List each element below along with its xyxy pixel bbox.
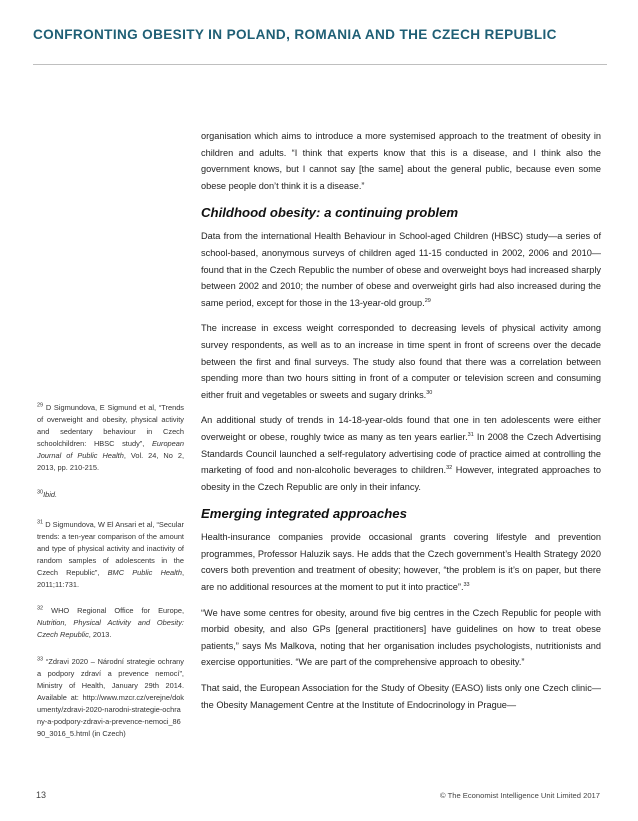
- paragraph-obesity-centres: “We have some centres for obesity, around five big centres in the Czech Republic for people with morbid obesity, and also GPs [general practitioners] have guidelines on how to treat obese patients,” says Ms Malkova, noting that her organisation includes psychologists, nutritionists and exercise opportunities. “We are part of the comprehensive approach to obesity.”: [201, 607, 601, 668]
- paragraph-hbsc-study: Data from the international Health Behaviour in School-aged Children (HBSC) study—a series of school-based, anonymous surveys of children aged 11-15 conducted in 2002, 2006 and 2010—found that in the Czech Republic the number of obese and overweight boys had increased sharply between 2002 and 2010; the number of obese and overweight girls had also increased during the same period, except for those in the 13-year-old group.$^{29}$: [201, 231, 601, 308]
- footnote-30: $^{30}$Ibid.: [37, 489, 58, 499]
- paragraph-easo: That said, the European Association for the Study of Obesity (EASO) lists only one Czech clinic—the Obesity Management Centre at the Institute of Endocrinology in Prague—: [201, 683, 601, 710]
- page-number: 13: [36, 790, 47, 800]
- footnote-32: $^{32}$ WHO Regional Office for Europe, Nutrition, Physical Activity and Obesity: Czech Republic, 2013.: [37, 605, 184, 640]
- footnote-29: $^{29}$ D Sigmundova, E Sigmund et al, “Trends of overweight and obesity, physical activity and sedentary behaviour in Czech schoolchildren: HBSC study”, European Journal of Public Health, Vol. 24, No 2, 2013, pp. 210-215.: [37, 402, 184, 473]
- section-heading-childhood-obesity: Childhood obesity: a continuing problem: [201, 205, 459, 221]
- footnote-31: $^{31}$ D Sigmundova, W El Ansari et al, “Secular trends: a ten-year comparison of the amount and type of physical activity and inactivity of random samples of adolescents in the Czech Republic”, BMC Public Health, 2011;11:731.: [37, 519, 184, 590]
- footnote-33: $^{33}$ “Zdravi 2020 – Národní strategie ochrany a podpory zdraví a prevence nemocí”, Ministry of Health, January 29th 2014. Available at: http://www.mzcr.cz/verejne/dokumenty/zdravi-2020-narodni-strategie-ochrany-a-podpory-zdravi-a-prevence-nemoci_8690_3016_5.html (in Czech): [37, 656, 184, 739]
- footnote-ref-33[interactable]: 33: [463, 582, 470, 588]
- paragraph-health-insurance: Health-insurance companies provide occasional grants covering lifestyle and prevention programmes, Professor Haluzik says. He adds that the Czech government’s Health Strategy 2020 covers both prevention and treatment of obesity; however, “the problem is it’s on paper, but there are no additional resources at the moment to put it into practice”.$^{33}$: [201, 532, 601, 593]
- paragraph-adolescent-trends: An additional study of trends in 14-18-year-olds found that one in ten adolescents were either overweight or obese, roughly twice as many as ten years earlier.$^{31}$ In 2008 the Czech Advertising Standards Council launched a self-regulatory advertising code of practice aimed at controlling the marketing of food and non-alcoholic beverages to children.$^{32}$ However, integrated approaches to obesity in the Czech Republic are only in their infancy.: [201, 415, 601, 492]
- footnote-ref-29[interactable]: 29: [424, 297, 431, 304]
- footnote-ref-32[interactable]: 32: [446, 465, 453, 472]
- footnote-33-link[interactable]: http://www.mzcr.cz/verejne/dokumenty/zdravi-2020-narodni-strategie-ochrany-a-podpory-zdravi-a-prevence-nemoci_8690_3016_5.html: [37, 692, 184, 739]
- header-rule: [33, 64, 607, 65]
- footnotes-sidebar: [37, 402, 184, 754]
- running-header: CONFRONTING OBESITY IN POLAND, ROMANIA AND THE CZECH REPUBLIC: [33, 27, 557, 42]
- footnote-ref-30[interactable]: 30: [426, 389, 433, 396]
- paragraph-screen-time: The increase in excess weight corresponded to decreasing levels of physical activity among survey respondents, as well as to an increase in time spent in front of screens over the decade between the first and final surveys. The study also found that there was a correlation between spending more than two hours sitting in front of a computer or television screen and consuming either fruit and vegetables or sweets and sugary drinks.$^{30}$: [201, 323, 601, 400]
- copyright-notice: © The Economist Intelligence Unit Limited 2017: [440, 791, 600, 800]
- section-heading-integrated-approaches: Emerging integrated approaches: [201, 506, 407, 522]
- main-column: [201, 128, 601, 722]
- footnote-ref-31[interactable]: 31: [467, 431, 474, 438]
- intro-paragraph: organisation which aims to introduce a more systemised approach to the treatment of obesity in children and adults. “I think that experts know that this is a disease, and I think also the government knows, but I cannot say [the same] about the general public, because even some obese people don’t think it is a disease.”: [201, 131, 601, 191]
